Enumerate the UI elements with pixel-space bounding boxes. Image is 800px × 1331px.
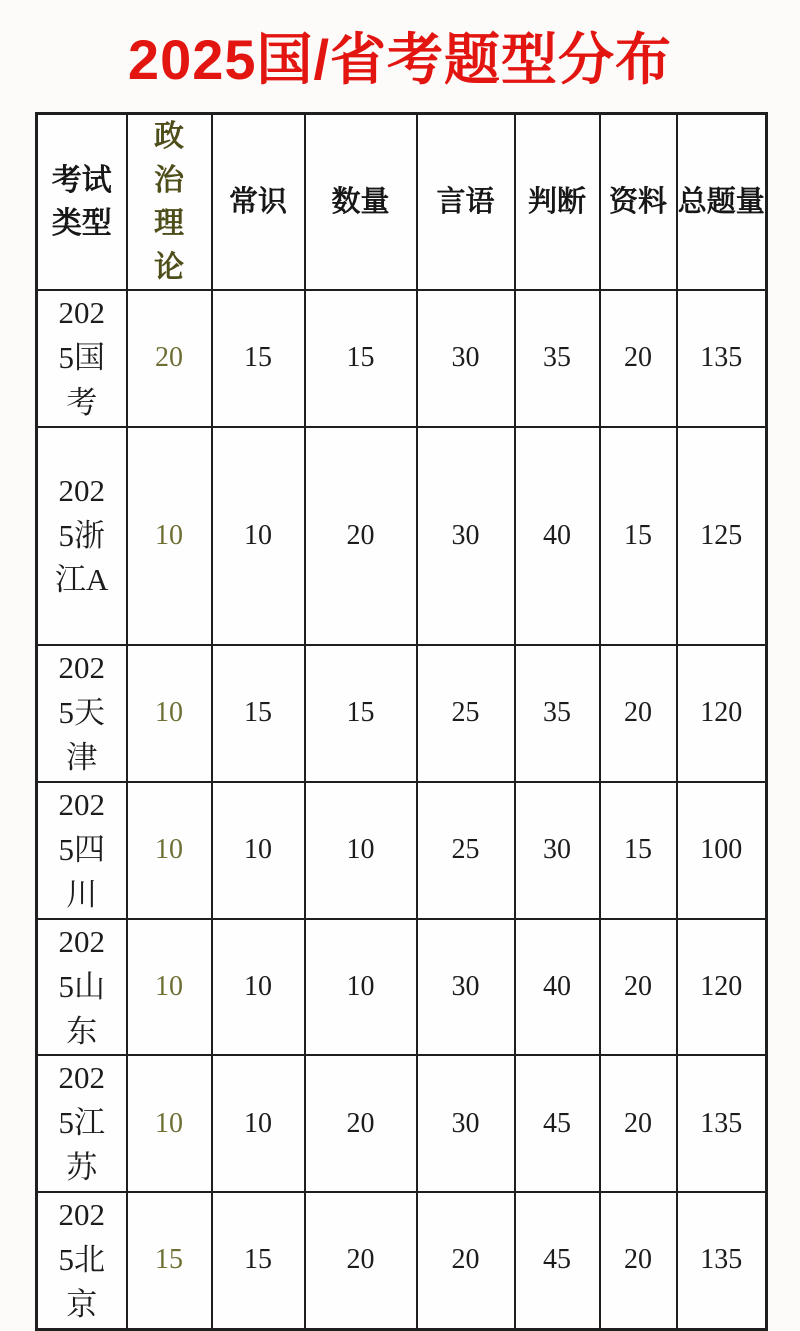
total-cell: 120 [677, 645, 767, 782]
data-analysis-cell: 20 [600, 1055, 677, 1192]
common-knowledge-cell: 10 [212, 427, 305, 645]
header-common-knowledge: 常识 [212, 114, 305, 291]
total-cell: 100 [677, 782, 767, 919]
header-exam-type: 考试类型 [37, 114, 127, 291]
verbal-cell: 30 [417, 290, 515, 427]
table-row-shandong [37, 919, 767, 1056]
data-analysis-cell: 20 [600, 290, 677, 427]
table-row-tianjin [37, 645, 767, 782]
data-analysis-cell: 20 [600, 645, 677, 782]
common-knowledge-cell: 15 [212, 1192, 305, 1329]
exam-distribution-table [35, 112, 768, 1331]
header-quantity: 数量 [305, 114, 417, 291]
total-cell: 125 [677, 427, 767, 645]
verbal-cell: 30 [417, 427, 515, 645]
verbal-cell: 20 [417, 1192, 515, 1329]
common-knowledge-cell: 15 [212, 290, 305, 427]
common-knowledge-cell: 10 [212, 1055, 305, 1192]
verbal-cell: 30 [417, 919, 515, 1056]
quantity-cell: 15 [305, 645, 417, 782]
quantity-cell: 20 [305, 1055, 417, 1192]
exam-type-cell: 2025浙江A [37, 427, 127, 645]
verbal-cell: 30 [417, 1055, 515, 1192]
quantity-cell: 20 [305, 1192, 417, 1329]
judgment-cell: 40 [515, 919, 600, 1056]
exam-type-cell: 2025北京 [37, 1192, 127, 1329]
header-political-theory: 政治理论 [127, 114, 212, 291]
exam-type-cell: 2025山东 [37, 919, 127, 1056]
politics-cell: 10 [127, 782, 212, 919]
table-row-sichuan [37, 782, 767, 919]
header-judgment: 判断 [515, 114, 600, 291]
common-knowledge-cell: 15 [212, 645, 305, 782]
header-total-questions: 总题量 [677, 114, 767, 291]
header-data-analysis: 资料 [600, 114, 677, 291]
politics-cell: 10 [127, 1055, 212, 1192]
total-cell: 135 [677, 1192, 767, 1329]
common-knowledge-cell: 10 [212, 919, 305, 1056]
exam-type-cell: 2025国考 [37, 290, 127, 427]
header-verbal: 言语 [417, 114, 515, 291]
verbal-cell: 25 [417, 645, 515, 782]
quantity-cell: 10 [305, 919, 417, 1056]
data-analysis-cell: 15 [600, 782, 677, 919]
exam-type-cell: 2025天津 [37, 645, 127, 782]
politics-cell: 10 [127, 645, 212, 782]
judgment-cell: 30 [515, 782, 600, 919]
quantity-cell: 10 [305, 782, 417, 919]
data-analysis-cell: 15 [600, 427, 677, 645]
header-row [37, 114, 767, 291]
data-analysis-cell: 20 [600, 1192, 677, 1329]
table-row-guokao [37, 290, 767, 427]
total-cell: 135 [677, 290, 767, 427]
quantity-cell: 15 [305, 290, 417, 427]
judgment-cell: 35 [515, 290, 600, 427]
politics-cell: 10 [127, 427, 212, 645]
total-cell: 135 [677, 1055, 767, 1192]
exam-type-cell: 2025江苏 [37, 1055, 127, 1192]
table-row-beijing [37, 1192, 767, 1329]
exam-type-cell: 2025四川 [37, 782, 127, 919]
judgment-cell: 35 [515, 645, 600, 782]
politics-cell: 10 [127, 919, 212, 1056]
verbal-cell: 25 [417, 782, 515, 919]
judgment-cell: 40 [515, 427, 600, 645]
politics-cell: 15 [127, 1192, 212, 1329]
table-row-zhejiang-a [37, 427, 767, 645]
politics-cell: 20 [127, 290, 212, 427]
data-analysis-cell: 20 [600, 919, 677, 1056]
table-row-jiangsu [37, 1055, 767, 1192]
judgment-cell: 45 [515, 1192, 600, 1329]
total-cell: 120 [677, 919, 767, 1056]
page-title: 2025国/省考题型分布 [127, 28, 673, 91]
judgment-cell: 45 [515, 1055, 600, 1192]
common-knowledge-cell: 10 [212, 782, 305, 919]
quantity-cell: 20 [305, 427, 417, 645]
